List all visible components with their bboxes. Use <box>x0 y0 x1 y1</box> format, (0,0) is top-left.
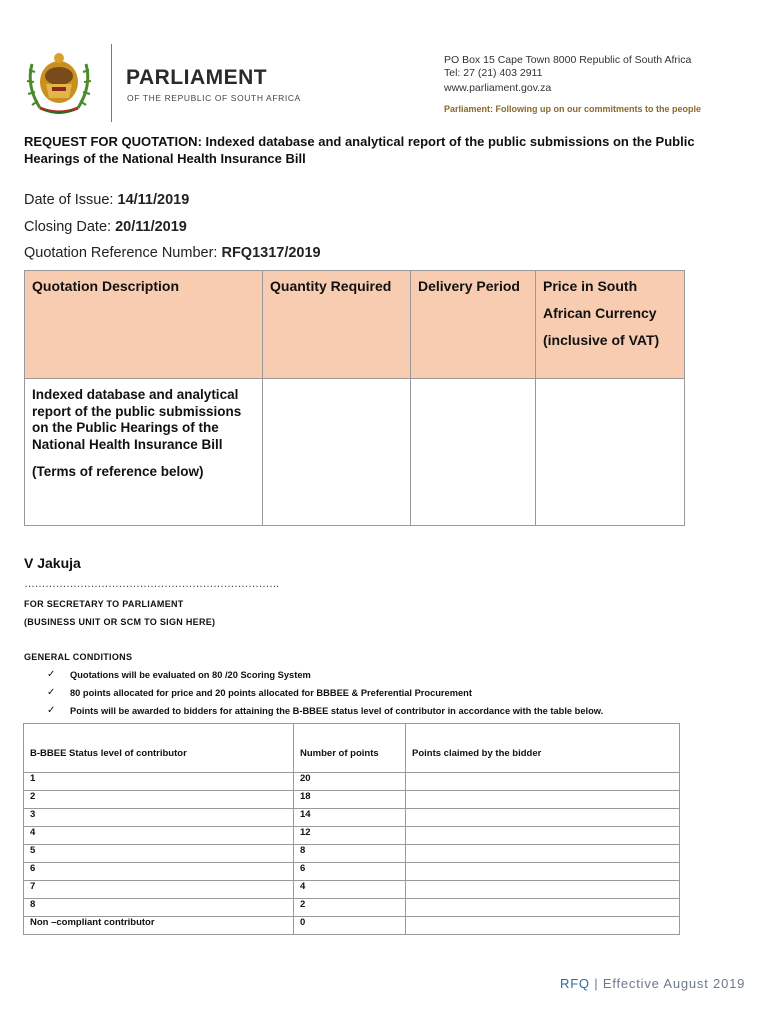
description-text: Indexed database and analytical report of the public submissions on the Public Hearings of the National Health Insurance Bill <box>32 387 242 452</box>
claimed-cell[interactable] <box>406 917 680 935</box>
header-divider <box>111 44 112 122</box>
level-cell: 1 <box>24 773 294 791</box>
telephone: Tel: 27 (21) 403 2911 <box>444 67 543 79</box>
ref-value: RFQ1317/2019 <box>221 245 321 261</box>
claimed-cell[interactable] <box>406 845 680 863</box>
rfq-title-text: Indexed database and analytical report of the public submissions on the Public Hearings of the National Health Insurance Bill <box>24 134 695 166</box>
quantity-cell[interactable] <box>263 379 411 526</box>
points-cell: 14 <box>294 809 406 827</box>
quotation-reference <box>24 245 321 261</box>
points-cell: 6 <box>294 863 406 881</box>
rfq-title-lead: REQUEST FOR QUOTATION: <box>24 134 202 149</box>
level-cell: 7 <box>24 881 294 899</box>
header-quantity-required: Quantity Required <box>263 271 411 379</box>
claimed-cell[interactable] <box>406 773 680 791</box>
checkmark-icon: ✓ <box>47 687 56 698</box>
level-cell: 6 <box>24 863 294 881</box>
table-row <box>24 899 680 917</box>
quotation-table <box>24 270 685 526</box>
footer-rfq: RFQ <box>560 976 590 991</box>
claimed-cell[interactable] <box>406 791 680 809</box>
signature-line: ………………………………………………………………. <box>24 578 279 590</box>
points-cell: 2 <box>294 899 406 917</box>
table-row <box>24 881 680 899</box>
header-delivery-period: Delivery Period <box>411 271 536 379</box>
checkmark-icon: ✓ <box>47 669 56 680</box>
header-number-of-points: Number of points <box>294 724 406 773</box>
level-cell: Non –compliant contributor <box>24 917 294 935</box>
general-conditions-heading: GENERAL CONDITIONS <box>24 652 133 662</box>
points-cell: 8 <box>294 845 406 863</box>
bbee-points-table <box>23 723 680 935</box>
issue-value: 14/11/2019 <box>117 192 190 208</box>
claimed-cell[interactable] <box>406 863 680 881</box>
header-status-level: B-BBEE Status level of contributor <box>24 724 294 773</box>
points-cell: 12 <box>294 827 406 845</box>
points-cell: 18 <box>294 791 406 809</box>
level-cell: 5 <box>24 845 294 863</box>
table-row <box>24 791 680 809</box>
points-cell: 0 <box>294 917 406 935</box>
table-row <box>24 827 680 845</box>
level-cell: 2 <box>24 791 294 809</box>
ref-label: Quotation Reference Number: <box>24 245 222 261</box>
table-row <box>24 917 680 935</box>
price-cell[interactable] <box>536 379 685 526</box>
header-price: Price in South African Currency (inclusive of VAT) <box>536 271 685 379</box>
condition-item: Points will be awarded to bidders for attaining the B-BBEE status level of contributor in accordance with the table below. <box>70 706 604 716</box>
address: PO Box 15 Cape Town 8000 Republic of South Africa <box>444 54 692 66</box>
tagline: Parliament: Following up on our commitments to the people <box>444 104 702 114</box>
closing-label: Closing Date: <box>24 219 116 235</box>
issue-label: Date of Issue: <box>24 192 118 208</box>
claimed-cell[interactable] <box>406 809 680 827</box>
header-quotation-description: Quotation Description <box>25 271 263 379</box>
delivery-cell[interactable] <box>411 379 536 526</box>
header-points-claimed: Points claimed by the bidder <box>406 724 680 773</box>
points-cell: 4 <box>294 881 406 899</box>
date-of-issue <box>24 192 189 208</box>
closing-value: 20/11/2019 <box>115 219 187 235</box>
parliament-crest-logo <box>22 46 96 118</box>
website-link[interactable]: www.parliament.gov.za <box>444 82 552 94</box>
brand-title: PARLIAMENT <box>126 66 268 89</box>
condition-item: 80 points allocated for price and 20 points allocated for BBBEE & Preferential Procurement <box>70 688 472 698</box>
closing-date <box>24 219 187 235</box>
table-row <box>24 863 680 881</box>
claimed-cell[interactable] <box>406 899 680 917</box>
description-cell <box>25 379 263 526</box>
signatory-role: FOR SECRETARY TO PARLIAMENT <box>24 599 184 609</box>
level-cell: 4 <box>24 827 294 845</box>
condition-item: Quotations will be evaluated on 80 /20 Scoring System <box>70 670 311 680</box>
terms-note: (Terms of reference below) <box>32 464 204 479</box>
points-cell: 20 <box>294 773 406 791</box>
table-row <box>24 773 680 791</box>
brand-subtitle: OF THE REPUBLIC OF SOUTH AFRICA <box>127 93 301 103</box>
table-row <box>24 845 680 863</box>
footer <box>560 976 745 991</box>
level-cell: 3 <box>24 809 294 827</box>
checkmark-icon: ✓ <box>47 705 56 716</box>
rfq-title <box>24 133 744 167</box>
footer-text: | Effective August 2019 <box>589 976 746 991</box>
signature-note: (BUSINESS UNIT OR SCM TO SIGN HERE) <box>24 617 216 627</box>
level-cell: 8 <box>24 899 294 917</box>
table-row <box>24 809 680 827</box>
claimed-cell[interactable] <box>406 881 680 899</box>
signatory-name: V Jakuja <box>24 555 81 571</box>
claimed-cell[interactable] <box>406 827 680 845</box>
